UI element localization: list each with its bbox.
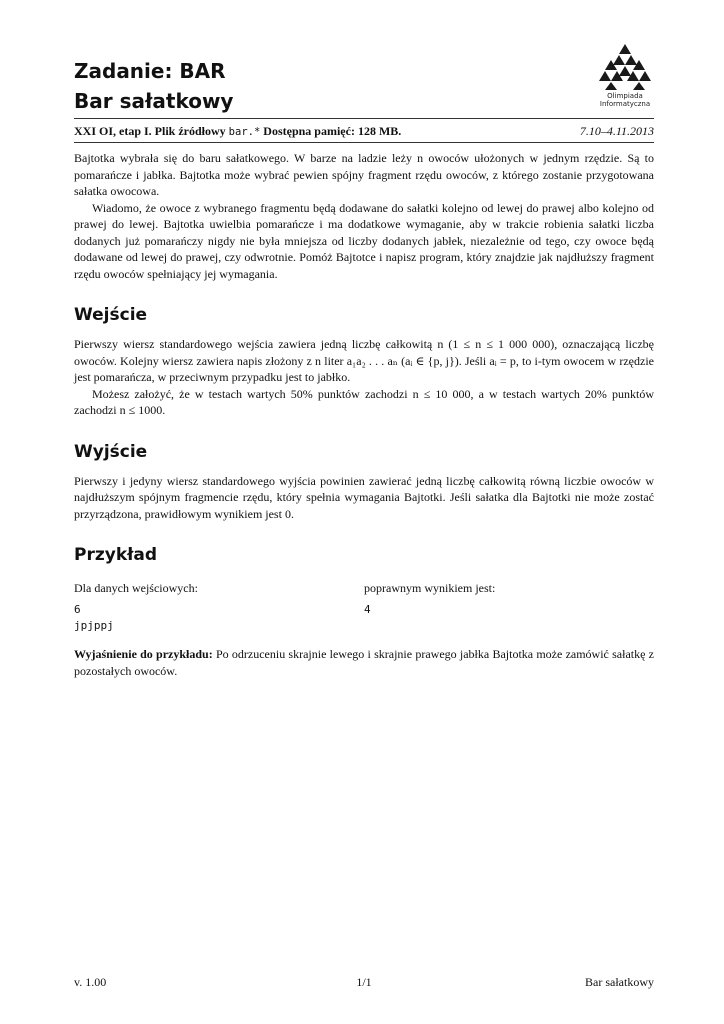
example-input-column — [74, 580, 198, 634]
footer-task-name: Bar sałatkowy — [585, 975, 654, 989]
task-title — [74, 56, 233, 116]
output-paragraph-1: Pierwszy i jedyny wiersz standardowego wyjścia powinien zawierać jedną liczbę całkowitą równą liczbie owoców w najdłuższym spójnym fragmencie rzędu, który spełnia wymagania Bajtotki. Jeśli sałatka dla Bajtotki nie może zostać przyrządzona, prawidłowym wynikiem jest 0. — [74, 473, 654, 521]
task-meta-line — [74, 122, 654, 140]
intro-paragraph-2: Wiadomo, że owoce z wybranego fragmentu będą dodawane do sałatki kolejno od lewej do prawej albo kolejno od prawej do lewej. Bajtotka uwielbia pomarańcze i ma dodatkowe wymaganie, aby w trakcie robienia sałatki liczba dodanych już pomarańczy nigdy nie była mniejsza od liczby dodanych jabłek, niezależnie od tego, czy owoce będą dodawane od lewej do prawej, czy odwrotnie. Pomóż Bajtotce i napisz program, który znajdzie jak najdłuższy fragment rzędu owoców spełniający jej wymagania. — [74, 200, 654, 281]
output-section — [74, 441, 654, 523]
intro-paragraph-1: Bajtotka wybrała się do baru sałatkowego. W barze na ladzie leży n owoców ułożonych w jednym rzędzie. Są to pomarańcze i jabłka. Bajtotka może wybrać pewien spójny fragment rzędu owoców, z którego zostanie przygotowana sałatka owocowa. — [74, 151, 654, 198]
footer-page-number: 1/1 — [356, 975, 372, 989]
meta-source-file: bar.* — [228, 126, 261, 138]
example-explanation — [74, 646, 654, 679]
header-rule-bottom — [74, 142, 654, 143]
logo-caption-line1: Olimpiada — [607, 92, 643, 100]
page-footer — [74, 974, 654, 990]
example-output-column — [364, 580, 495, 618]
logo-caption-line2: Informatyczna — [599, 100, 651, 108]
explanation-text: Po odrzuceniu skrajnie lewego i skrajnie prawego jabłka Bajtotka może zamówić sałatkę z pozostałych owoców. — [74, 647, 654, 678]
task-name-title: Bar sałatkowy — [74, 89, 234, 113]
contest-dates: 7.10–4.11.2013 — [579, 124, 654, 138]
meta-prefix: XXI OI, etap I. Plik źródłowy — [74, 124, 226, 138]
logo-caption — [584, 92, 666, 108]
example-section — [74, 544, 654, 679]
input-section — [74, 304, 654, 419]
input-heading: Wejście — [74, 305, 148, 325]
example-output-data: 4 — [364, 603, 371, 616]
header-rule-top — [74, 118, 654, 119]
example-input-data: 6 jpjppj — [74, 603, 114, 632]
example-output-label: poprawnym wynikiem jest: — [364, 581, 496, 595]
example-input-label: Dla danych wejściowych: — [74, 581, 198, 595]
footer-version: v. 1.00 — [74, 975, 107, 989]
explanation-label: Wyjaśnienie do przykładu: — [74, 647, 213, 661]
example-grid — [74, 580, 654, 632]
output-heading: Wyjście — [74, 441, 148, 462]
example-heading: Przykład — [74, 545, 158, 565]
meta-memory: Dostępna pamięć: 128 MB. — [263, 124, 402, 138]
input-paragraph-1: Pierwszy wiersz standardowego wejścia zawiera jedną liczbę całkowitą n (1 ≤ n ≤ 1 000 000), oznaczającą liczbę owoców. Kolejny wiersz zawiera napis złożony z n liter a₁a₂ . . . aₙ (aᵢ ∈ {p, j}). Jeśli aᵢ = p, to i-tym owocem w rzędzie jest pomarańcza, w przeciwnym przypadku jest to jabłko. — [74, 337, 654, 384]
task-code-title: Zadanie: BAR — [74, 59, 226, 83]
task-content — [74, 150, 654, 679]
task-meta-info — [74, 122, 401, 141]
input-paragraph-2: Możesz założyć, że w testach wartych 50% punktów zachodzi n ≤ 10 000, a w testach wartych 20% punktów zachodzi n ≤ 1000. — [74, 386, 654, 417]
